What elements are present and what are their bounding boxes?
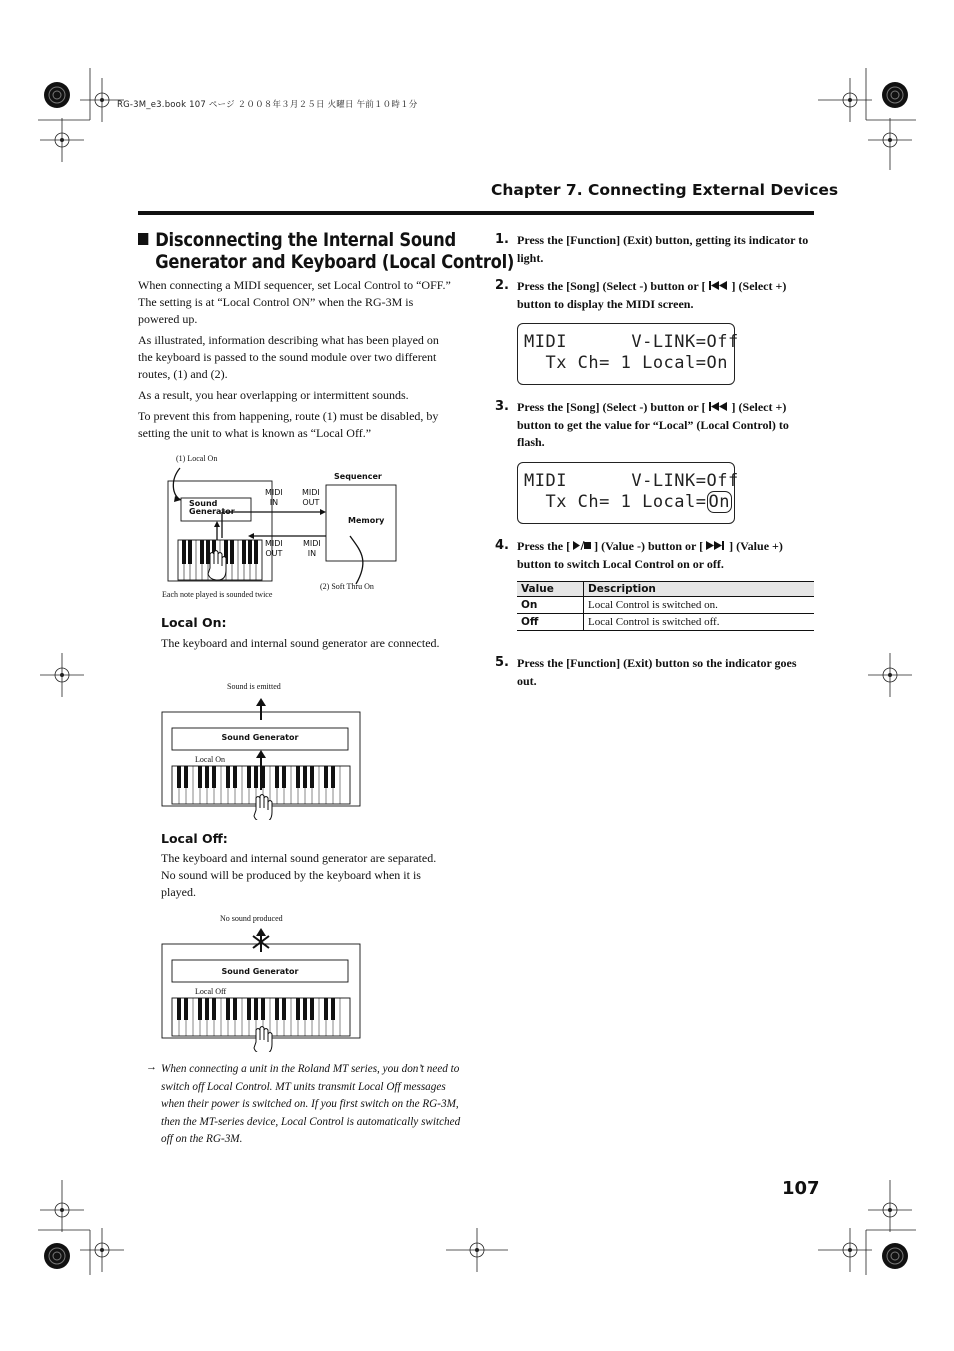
note-text: When connecting a unit in the Roland MT series, you don’t need to switch off Local Control. MT units transmit Local Off messages when their power is switched on. If you first switch on the RG-3M, then the MT-series device, Local Control is automatically switched off on the RG-3M. [161, 1063, 461, 1146]
local-on-arrow-label: Local On [195, 755, 225, 764]
midi-in-port-label [265, 488, 283, 508]
step-2-text-b: ] (Select +) button to display the MIDI screen. [517, 279, 787, 311]
intro-paragraph-3: As a result, you hear overlapping or intermittent sounds. [138, 388, 409, 402]
midi-in-port-label-seq [303, 539, 321, 559]
skip-forward-icon [706, 541, 726, 550]
step-4-text-a: Press the [ [517, 539, 571, 553]
route1-label: (1) Local On [176, 454, 218, 463]
play-stop-icon [573, 541, 591, 550]
table-row [517, 614, 814, 631]
midi-in-port-label-b: IN [269, 498, 279, 507]
midi-out-port-label [265, 539, 283, 559]
midi-out-port-label-seq [302, 488, 320, 508]
intro-paragraph-1: When connecting a MIDI sequencer, set Local Control to “OFF.” The setting is at “Local Control ON” when the RG-3M is powered up. [138, 278, 451, 327]
midi-out-port-label-seq-a: MIDI [302, 488, 320, 497]
sequencer-label: Sequencer [334, 472, 382, 481]
step-2-text [517, 278, 815, 313]
midi-out-port-label-b: OUT [265, 549, 283, 558]
sound-generator-label-line1: Sound [189, 499, 218, 508]
step-1-text: Press the [Function] (Exit) button, getting its indicator to light. [517, 233, 809, 265]
table-header-description: Description [584, 582, 815, 597]
local-on-top-label: Sound is emitted [227, 682, 281, 691]
step-2-text-a: Press the [Song] (Select -) button or [ [517, 279, 706, 293]
midi-in-port-label-a: MIDI [265, 488, 283, 497]
local-control-table [517, 581, 814, 631]
table-cell-description: Local Control is switched on. [584, 597, 815, 614]
midi-out-port-label-seq-b: OUT [302, 498, 320, 507]
midi-in-port-label-seq-b: IN [307, 549, 317, 558]
step-3-text-a: Press the [Song] (Select -) button or [ [517, 400, 706, 414]
memory-label: Memory [348, 516, 385, 525]
step-3-text-b: ] (Select +) button to get the value for “Local” (Local Control) to flash. [517, 400, 789, 449]
midi-in-port-label-seq-a: MIDI [303, 539, 321, 548]
local-on-diagram [160, 694, 364, 820]
lcd-2-flashing-value: On [708, 492, 730, 512]
section-title-line2: Generator and Keyboard (Local Control) [155, 251, 515, 273]
note-arrow-icon: → [146, 1061, 157, 1073]
step-5-number: 5. [495, 655, 509, 670]
route2-label: (2) Soft Thru On [320, 582, 374, 591]
local-on-heading: Local On: [161, 615, 227, 630]
step-1-number: 1. [495, 232, 509, 247]
page-number: 107 [782, 1178, 820, 1199]
step-4-text-b: ] (Value -) button or [ [594, 539, 704, 553]
midi-out-port-label-a: MIDI [265, 539, 283, 548]
local-on-text: The keyboard and internal sound generator are connected. [161, 636, 440, 650]
lcd-2-line-2 [524, 492, 732, 512]
lcd-display-1 [517, 323, 739, 385]
routing-diagram [160, 450, 460, 610]
lcd-1-line-2: Tx Ch= 1 Local=On [524, 353, 728, 373]
step-2-number: 2. [495, 278, 509, 293]
local-off-arrow-label: Local Off [195, 987, 227, 996]
lcd-2-line-2-prefix: Tx Ch= 1 Local= [524, 492, 707, 512]
step-3-number: 3. [495, 399, 509, 414]
step-4-text [517, 538, 815, 573]
table-cell-value: On [517, 597, 584, 614]
rewind-to-start-icon [709, 402, 729, 411]
sound-generator-label-line2: Generator [189, 507, 235, 516]
step-4-number: 4. [495, 538, 509, 553]
local-off-box-label: Sound Generator [221, 967, 299, 976]
sound-generator-label [189, 500, 235, 516]
lcd-1-line-1: MIDI V-LINK=Off [524, 332, 739, 352]
table-row [517, 597, 814, 614]
file-header: RG-3M_e3.book 107 ページ ２００８年３月２５日 火曜日 午前１０時１分 [117, 100, 418, 110]
lcd-2-line-1: MIDI V-LINK=Off [524, 471, 739, 491]
intro-paragraph-2: As illustrated, information describing what has been played on the keyboard is passed to the sound module over two different routes, (1) and (2). [138, 333, 439, 382]
table-cell-value: Off [517, 614, 584, 631]
local-off-heading: Local Off: [161, 831, 228, 846]
lcd-display-2 [517, 462, 739, 524]
intro-paragraph-4: To prevent this from happening, route (1) must be disabled, by setting the unit to what is known as “Local Off.” [138, 409, 439, 441]
diagram-caption: Each note played is sounded twice [162, 590, 273, 599]
square-bullet-icon [138, 233, 148, 245]
rewind-to-start-icon [709, 281, 729, 290]
section-title [138, 229, 515, 273]
section-title-line1: Disconnecting the Internal Sound [155, 229, 456, 251]
header-rule [138, 211, 814, 215]
local-off-text: The keyboard and internal sound generator are separated. No sound will be produced by the keyboard when it is played. [161, 851, 437, 900]
step-3-text [517, 399, 815, 452]
table-cell-description: Local Control is switched off. [584, 614, 815, 631]
step-5-text: Press the [Function] (Exit) button so the indicator goes out. [517, 656, 797, 688]
local-off-diagram [160, 926, 364, 1052]
table-header-value: Value [517, 582, 584, 597]
local-on-box-label: Sound Generator [221, 733, 299, 742]
chapter-title: Chapter 7. Connecting External Devices [491, 181, 839, 199]
local-off-top-label: No sound produced [220, 914, 283, 923]
step-4-text-c: ] (Value +) button to switch Local Control on or off. [517, 539, 783, 571]
